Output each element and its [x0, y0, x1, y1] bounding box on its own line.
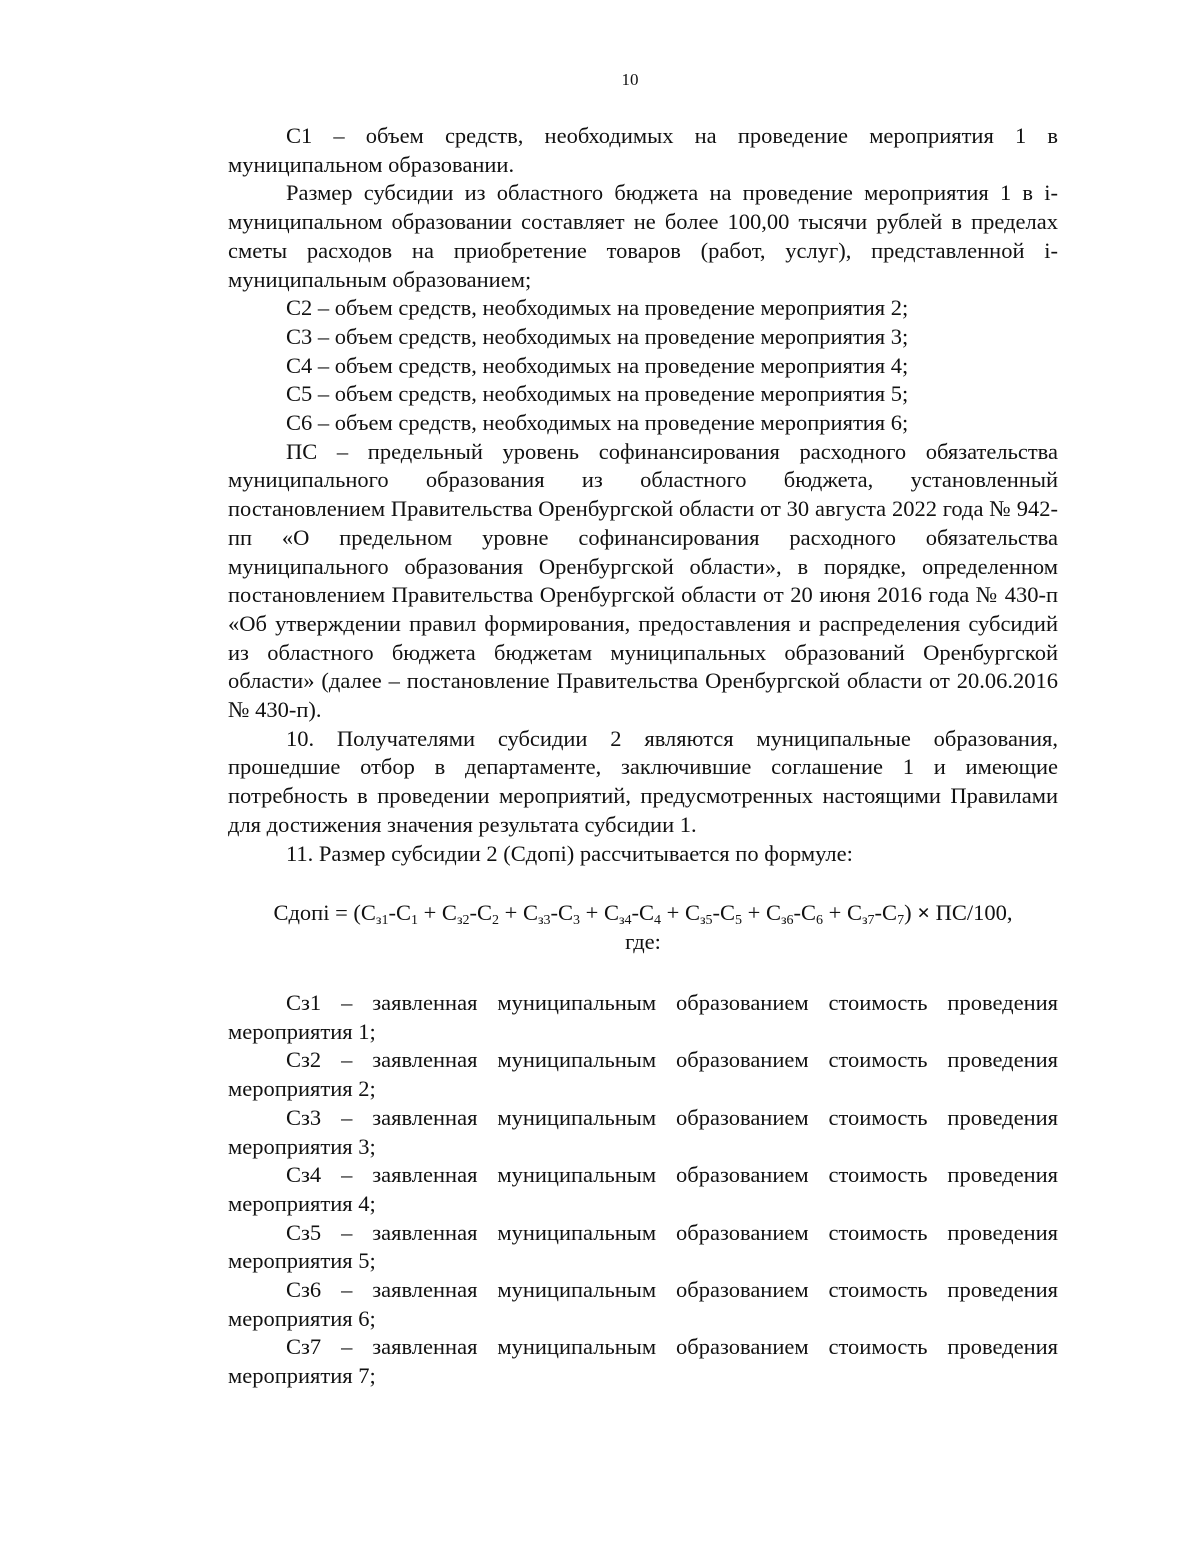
definition-item: Сз1 – заявленная муниципальным образованием стоимость проведения мероприятия 1; — [228, 989, 1058, 1044]
formula-term: $С_{з6}-С_6$ — [765, 900, 824, 929]
definitions-list — [228, 989, 1058, 1391]
definition-item: Сз5 – заявленная муниципальным образованием стоимость проведения мероприятия 5; — [228, 1219, 1058, 1274]
paragraph: С5 – объем средств, необходимых на проведение мероприятия 5; — [286, 381, 909, 407]
formula-term: $С_{з1}-С_1$ — [360, 900, 418, 929]
paragraph: С4 – объем средств, необходимых на проведение мероприятия 4; — [286, 352, 909, 378]
definition-item: Сз3 – заявленная муниципальным образованием стоимость проведения мероприятия 3; — [228, 1104, 1058, 1159]
formula-term: $С_{з5}-С_5$ — [684, 900, 743, 929]
paragraph: 11. Размер субсидии 2 (Сдопi) рассчитывается по формуле: — [286, 840, 853, 866]
formula: Сдопi = $(С_{з1}-С_1 + С_{з2}-С_2 + С_{з3}-С_3 + С_{з4}-С_4 + С_{з5}-С_5 + С_{з6}-С_6 + С_{з7}-С_7) \times ПС/100$, — [273, 900, 1013, 929]
definition-item: Сз6 – заявленная муниципальным образованием стоимость проведения мероприятия 6; — [228, 1277, 1058, 1331]
formula-lhs: Сдопi = ( — [273, 900, 361, 926]
multiply-sign: × — [917, 900, 931, 926]
formula-term: $С_{з4}-С_4$ — [603, 900, 662, 929]
formula-tail: ПС/100, — [935, 900, 1013, 926]
paragraph: Размер субсидии из областного бюджета на проведение мероприятия 1 в i-муниципальном образовании составляет не более 100,00 тысячи рублей в пределах сметы расходов на приобретение товаров (работ, услуг), представленной i-муниципальным образованием; — [228, 180, 1058, 292]
paragraph: С3 – объем средств, необходимых на проведение мероприятия 3; — [286, 323, 909, 349]
paragraph: С2 – объем средств, необходимых на проведение мероприятия 2; — [286, 295, 909, 321]
document-body — [228, 122, 1058, 1391]
paragraph: С6 – объем средств, необходимых на проведение мероприятия 6; — [286, 410, 909, 436]
formula-term: $С_{з2}-С_2$ — [441, 900, 499, 929]
formula-where: где: — [625, 929, 661, 955]
definition-item: Сз7 – заявленная муниципальным образованием стоимость проведения мероприятия 7; — [228, 1334, 1058, 1389]
paragraph: С1 – объем средств, необходимых на проведение мероприятия 1 в муниципальном образовании. — [228, 123, 1058, 177]
paragraph: 10. Получателями субсидии 2 являются муниципальные образования, прошедшие отбор в департаменте, заключившие соглашение 1 и имеющие потребность в проведении мероприятий, предусмотренных настоящими Правилами для достижения значения результата субсидии 1. — [228, 725, 1058, 837]
paragraph: ПС – предельный уровень софинансирования расходного обязательства муниципального образования из областного бюджета, установленный постановлением Правительства Оренбургской области от 30 августа 2022 года № 942-пп «О предельном уровне софинансирования расходного обязательства муниципального образования Оренбургской области», в порядке, определенном постановлением Правительства Оренбургской области от 20 июня 2016 года № 430-п «Об утверждении правил формирования, предоставления и распределения субсидий из областного бюджета бюджетам муниципальных образований Оренбургской области» (далее – постановление Правительства Оренбургской области от 20.06.2016 № 430-п). — [228, 438, 1058, 723]
page-number: 10 — [621, 70, 639, 89]
definition-item: Сз4 – заявленная муниципальным образованием стоимость проведения мероприятия 4; — [228, 1162, 1058, 1216]
definition-item: Сз2 – заявленная муниципальным образованием стоимость проведения мероприятия 2; — [228, 1047, 1058, 1102]
formula-term: $С_{з3}-С_3$ — [522, 900, 580, 929]
formula-term: $С_{з7}-С_7$ — [847, 900, 905, 929]
